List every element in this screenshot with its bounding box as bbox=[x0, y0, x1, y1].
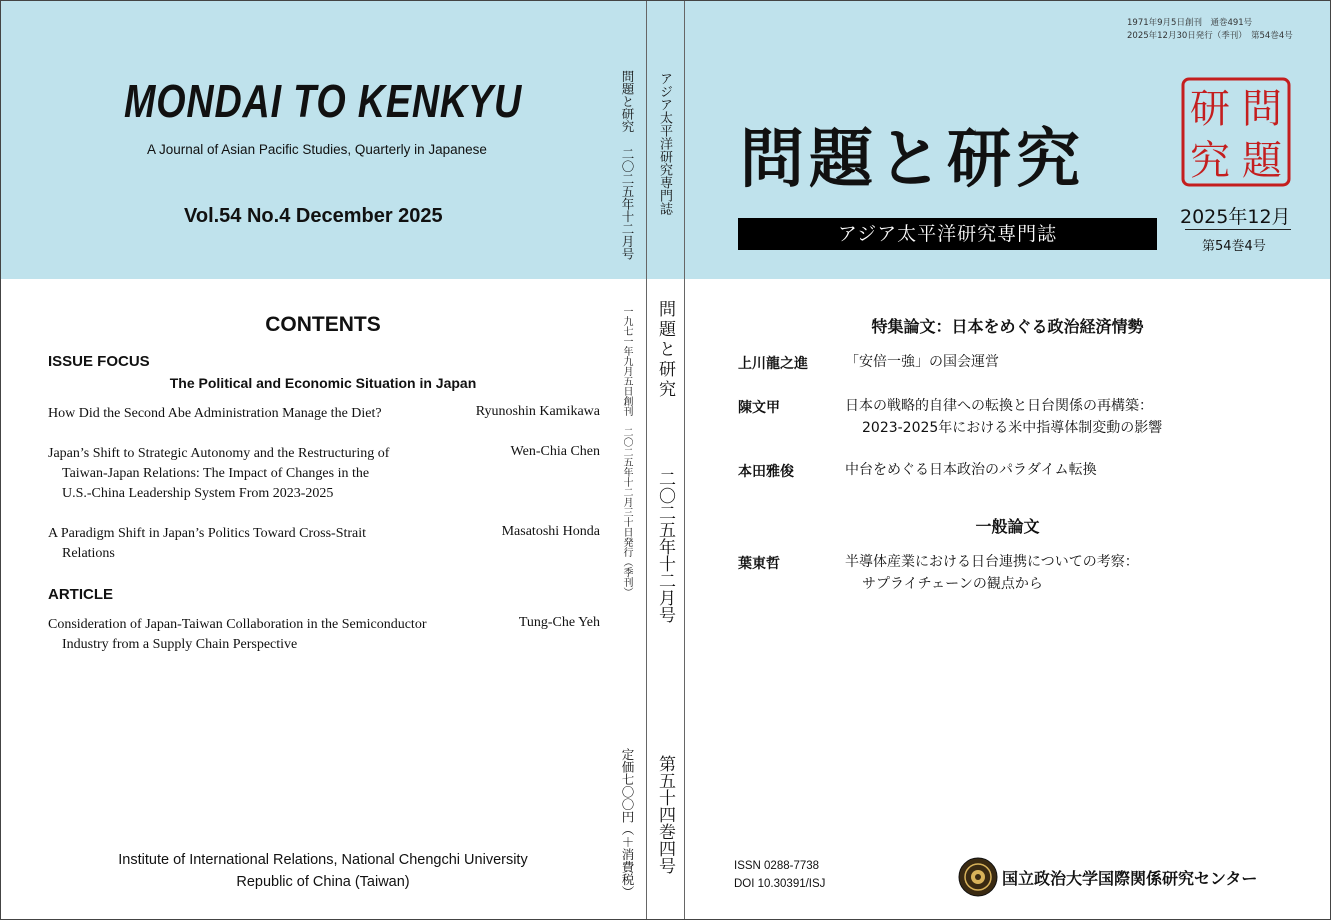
journal-seal-icon bbox=[1180, 76, 1292, 188]
general-item-1-title-line-2: サプライチェーンの観点から bbox=[862, 576, 1043, 592]
toc-item-4-author: Tung-Che Yeh bbox=[518, 615, 600, 630]
back-title: MONDAI TO KENKYU bbox=[123, 75, 523, 127]
spine-tagline: アジア太平洋研究専門誌 bbox=[657, 72, 672, 215]
front-history-line-2: 2025年12月30日発行（季刊） 第54巻4号 bbox=[1127, 31, 1293, 41]
seal-char-4: 究 bbox=[1190, 138, 1230, 184]
toc-item-2-line-3: U.S.-China Leadership System From 2023-2025 bbox=[62, 486, 334, 501]
back-vertical-price: 定価七〇〇円（＋消費税） bbox=[620, 748, 635, 898]
general-heading: 一般論文 bbox=[975, 517, 1040, 536]
feature-item-1-title: 「安倍一強」の国会運営 bbox=[845, 354, 999, 370]
seal-char-2: 題 bbox=[1242, 138, 1282, 184]
seal-char-3: 研 bbox=[1190, 86, 1230, 132]
front-history-line-1: 1971年9月5日創刊 通巻491号 bbox=[1127, 18, 1253, 28]
feature-item-3-author: 本田雅俊 bbox=[738, 464, 794, 480]
issn: ISSN 0288-7738 bbox=[734, 860, 820, 872]
toc-item-3-line-1: A Paradigm Shift in Japan’s Politics Toward Cross-Strait bbox=[48, 526, 367, 541]
toc-item-1-line-1: How Did the Second Abe Administration Manage the Diet? bbox=[48, 406, 382, 421]
institute-emblem-icon bbox=[958, 857, 998, 897]
seal-char-1: 問 bbox=[1242, 86, 1282, 132]
feature-item-2-author: 陳文甲 bbox=[738, 400, 780, 416]
toc-item-3-author: Masatoshi Honda bbox=[501, 524, 600, 539]
front-date-rule bbox=[1185, 229, 1291, 230]
toc-item-2-line-2: Taiwan-Japan Relations: The Impact of Changes in the bbox=[62, 466, 370, 481]
front-tagline: アジア太平洋研究専門誌 bbox=[837, 223, 1058, 245]
feature-item-3-title: 中台をめぐる日本政治のパラダイム転換 bbox=[845, 462, 1097, 478]
feature-item-2-title-line-2: 2023-2025年における米中指導体制変動の影響 bbox=[862, 420, 1163, 436]
back-cover-band bbox=[0, 0, 646, 279]
issue-focus-heading: ISSUE FOCUS bbox=[48, 353, 150, 370]
spine-title: 問題と研究 bbox=[655, 300, 675, 400]
spine-volume: 第五十四巻四号 bbox=[655, 755, 675, 874]
back-subtitle: A Journal of Asian Pacific Studies, Quarterly in Japanese bbox=[147, 142, 487, 157]
spine-right-fold bbox=[684, 0, 685, 920]
front-date: 2025年12月 bbox=[1180, 206, 1291, 228]
back-volume: Vol.54 No.4 December 2025 bbox=[184, 205, 443, 227]
institute-line: Institute of International Relations, National Chengchi University bbox=[118, 852, 528, 868]
doi: DOI 10.30391/ISJ bbox=[734, 878, 826, 890]
toc-item-3-line-2: Relations bbox=[62, 546, 115, 561]
article-heading: ARTICLE bbox=[48, 586, 113, 603]
general-item-1-title-line-1: 半導体産業における日台連携についての考察： bbox=[845, 554, 1139, 570]
toc-item-2-author: Wen-Chia Chen bbox=[510, 444, 600, 459]
toc-item-2-line-1: Japan’s Shift to Strategic Autonomy and the Restructuring of bbox=[48, 446, 390, 461]
center-name: 国立政治大学国際関係研究センター bbox=[1002, 869, 1258, 888]
country-line: Republic of China (Taiwan) bbox=[236, 874, 410, 890]
front-issue: 第54巻4号 bbox=[1202, 239, 1266, 254]
issue-focus-subtitle: The Political and Economic Situation in Japan bbox=[169, 375, 477, 391]
feature-heading: 特集論文：日本をめぐる政治経済情勢 bbox=[871, 317, 1144, 336]
toc-item-4-line-2: Industry from a Supply Chain Perspective bbox=[62, 637, 298, 652]
back-vertical-history: 一九七一年九月五日創刊 二〇二五年十二月三十日発行（季刊） bbox=[621, 306, 632, 597]
front-title: 問題と研究 bbox=[740, 123, 1085, 197]
feature-item-2-title-line-1: 日本の戦略的自律への転換と日台関係の再構築： bbox=[845, 398, 1153, 414]
toc-item-4-line-1: Consideration of Japan-Taiwan Collaboration in the Semiconductor bbox=[48, 617, 427, 632]
back-vertical-title-date: 問題と研究 二〇二五年十二月号 bbox=[620, 70, 635, 260]
general-item-1-author: 葉東哲 bbox=[738, 556, 780, 572]
feature-item-1-author: 上川龍之進 bbox=[738, 356, 808, 372]
spine-date: 二〇二五年十二月号 bbox=[655, 470, 675, 623]
contents-heading: CONTENTS bbox=[265, 313, 381, 336]
spine-left-fold bbox=[646, 0, 647, 920]
toc-item-1-author: Ryunoshin Kamikawa bbox=[475, 404, 600, 419]
